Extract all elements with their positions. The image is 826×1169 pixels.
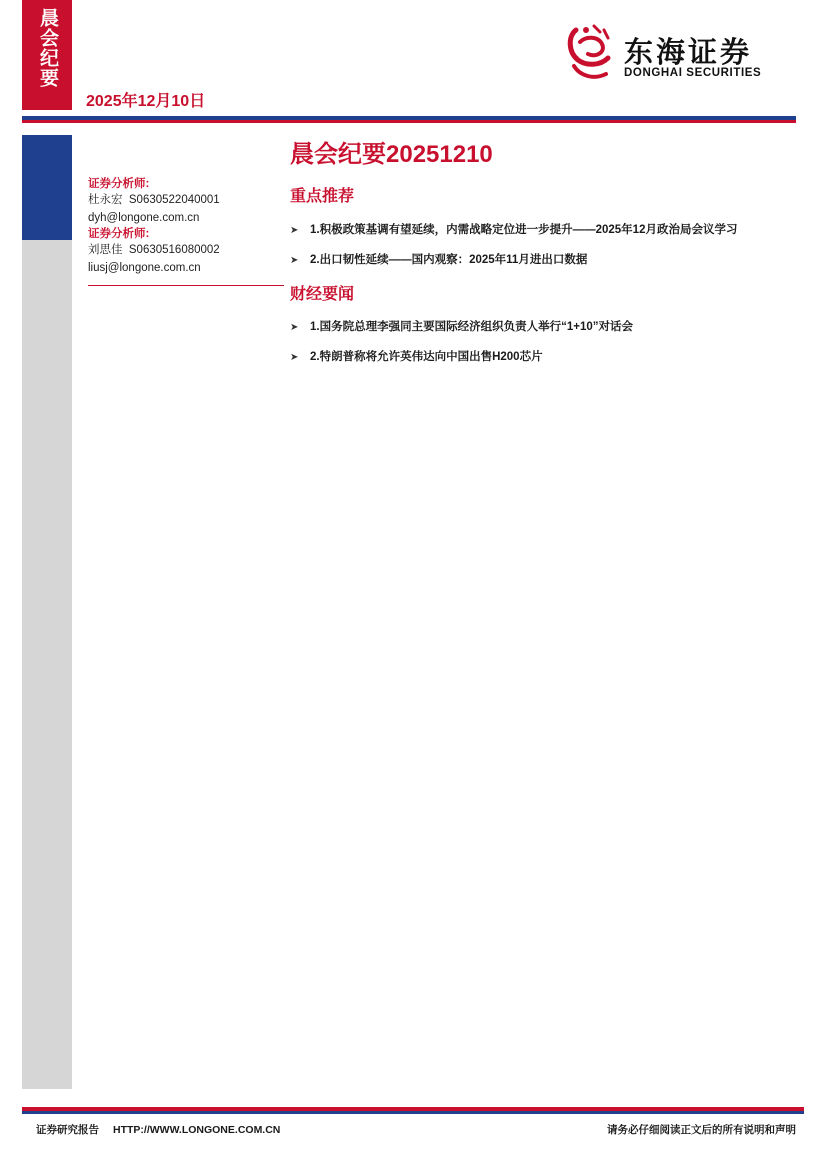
analyst-label: 证券分析师: bbox=[88, 178, 150, 190]
list-item[interactable] bbox=[290, 221, 737, 237]
analyst-divider bbox=[88, 285, 284, 286]
analyst-email[interactable]: dyh@longone.com.cn bbox=[88, 212, 200, 224]
arrowhead-bullet-icon: ➤ bbox=[290, 352, 299, 363]
logo-english-name: DONGHAI SECURITIES bbox=[624, 67, 762, 79]
arrowhead-bullet-icon: ➤ bbox=[290, 255, 299, 266]
footer-left bbox=[36, 1122, 280, 1137]
logo-chinese-name: 东海证券 bbox=[624, 35, 753, 69]
list-item[interactable] bbox=[290, 318, 633, 334]
footer-disclaimer: 请务必仔细阅读正文后的所有说明和声明 bbox=[607, 1124, 796, 1136]
arrowhead-bullet-icon: ➤ bbox=[290, 225, 299, 236]
list-item-text: 1.积极政策基调有望延续，内需战略定位进一步提升——2025年12月政治局会议学习 bbox=[310, 224, 738, 236]
section-title-key-recommendations: 重点推荐 bbox=[290, 188, 355, 205]
footer-rule-blue bbox=[22, 1111, 804, 1114]
list-item[interactable] bbox=[290, 251, 587, 267]
page-title: 晨会纪要20251210 bbox=[290, 141, 493, 168]
list-item-text: 2.出口韧性延续——国内观察：2025年11月进出口数据 bbox=[310, 254, 588, 266]
analyst-name-code: 刘思佳 S0630516080002 bbox=[88, 244, 220, 256]
analyst-entry bbox=[88, 227, 288, 277]
footer-report-type: 证券研究报告 bbox=[36, 1124, 99, 1136]
analyst-name-code: 杜永宏 S0630522040001 bbox=[88, 194, 220, 206]
sidebar-gray-block bbox=[22, 240, 72, 1089]
header-rule-red bbox=[22, 120, 796, 123]
donghai-dragon-logo-icon bbox=[566, 22, 616, 82]
analyst-label: 证券分析师: bbox=[88, 228, 150, 240]
list-item-text: 2.特朗普称将允许英伟达向中国出售H200芯片 bbox=[310, 351, 543, 363]
arrowhead-bullet-icon: ➤ bbox=[290, 322, 299, 333]
analyst-list bbox=[88, 177, 288, 277]
section-title-financial-news: 财经要闻 bbox=[290, 286, 355, 303]
sidebar-blue-block bbox=[22, 135, 72, 240]
report-date: 2025年12月10日 bbox=[86, 93, 206, 110]
analyst-entry bbox=[88, 177, 288, 227]
list-item-text: 1.国务院总理李强同主要国际经济组织负责人举行“1+10”对话会 bbox=[310, 321, 633, 333]
footer-url-link[interactable]: HTTP://WWW.LONGONE.COM.CN bbox=[113, 1124, 281, 1136]
list-item[interactable] bbox=[290, 348, 543, 364]
side-tab-label: 晨会纪要 bbox=[37, 8, 58, 88]
analyst-email[interactable]: liusj@longone.com.cn bbox=[88, 262, 201, 274]
